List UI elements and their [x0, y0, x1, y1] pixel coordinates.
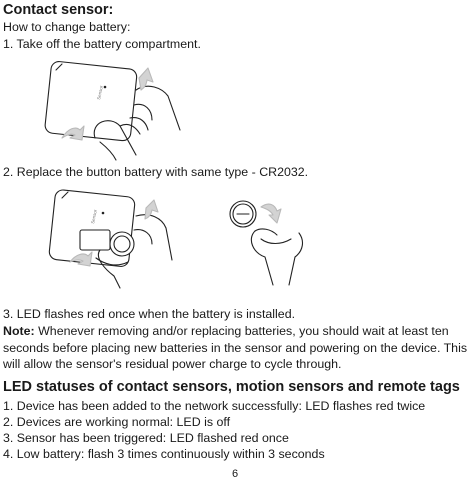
step-1: 1. Take off the battery compartment.	[3, 37, 201, 51]
svg-text:Sensor: Sensor	[90, 209, 98, 225]
note-label: Note:	[3, 324, 35, 338]
contact-sensor-heading: Contact sensor:	[3, 2, 114, 18]
step-3: 3. LED flashes red once when the battery is installed.	[3, 307, 296, 321]
led-item-4: 4. Low battery: flash 3 times continuously within 3 seconds	[3, 447, 325, 461]
note-line-1: Note: Whenever removing and/or replacing batteries, you should wait at least ten	[3, 324, 449, 338]
led-status-heading: LED statuses of contact sensors, motion sensors and remote tags	[3, 379, 460, 395]
led-item-1: 1. Device has been added to the network successfully: LED flashes red twice	[3, 399, 426, 413]
page-number: 6	[232, 468, 239, 480]
svg-text:Sensor: Sensor	[96, 85, 104, 101]
led-item-3: 3. Sensor has been triggered: LED flashed red once	[3, 431, 289, 445]
note-line-3: will allow the sensor's residual power charge to cycle through.	[3, 357, 342, 371]
led-item-2: 2. Devices are working normal: LED is off	[3, 415, 231, 429]
step-2: 2. Replace the button battery with same type - CR2032.	[3, 165, 309, 179]
coin-battery-illustration	[215, 193, 315, 293]
battery-intro: How to change battery:	[3, 20, 131, 34]
replace-battery-illustration	[40, 188, 180, 288]
remove-compartment-illustration	[40, 60, 180, 160]
note-line-2: seconds before placing new batteries in the sensor and powering on the device. This	[3, 341, 468, 355]
